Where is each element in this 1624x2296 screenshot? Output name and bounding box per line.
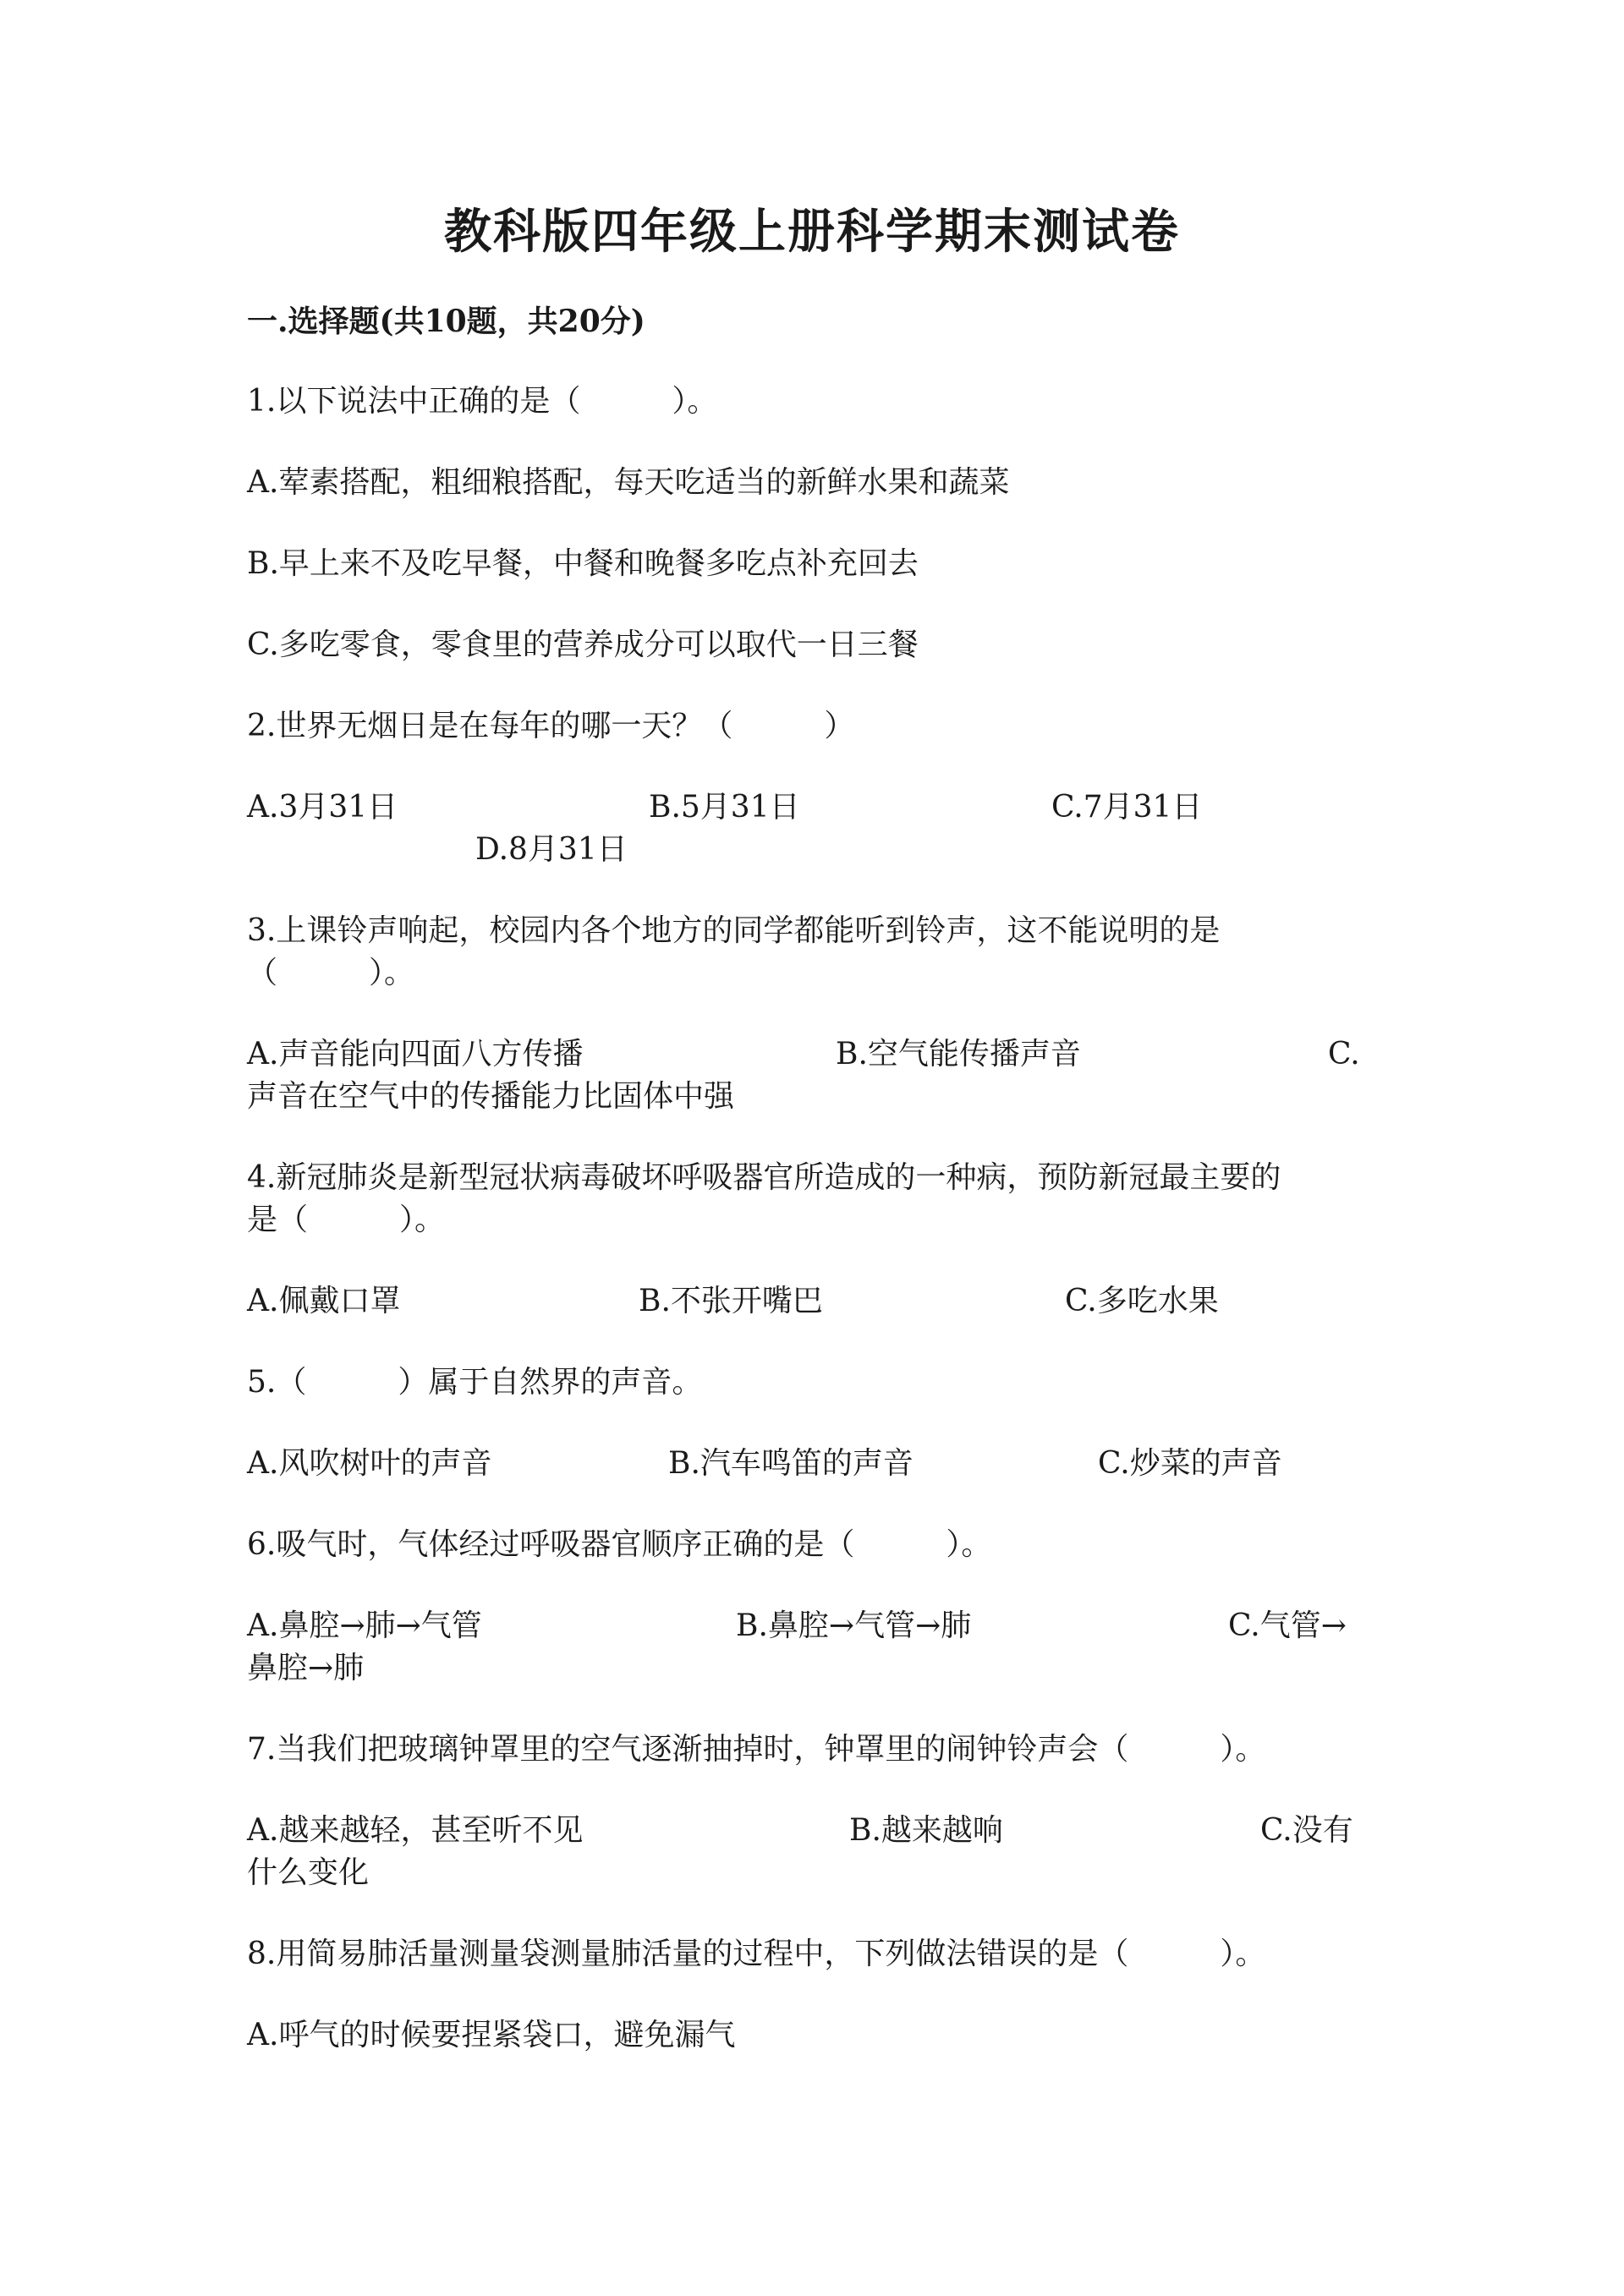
question-3-option-c-label: C. [1328, 1037, 1360, 1071]
question-3-option-a: A.声音能向四面八方传播 [247, 1037, 584, 1071]
question-4-option-c: C.多吃水果 [1065, 1284, 1219, 1318]
question-6-option-c-start: C.气管→ [1228, 1608, 1347, 1643]
question-7-option-a: A.越来越轻，甚至听不见 [247, 1813, 584, 1848]
question-1-option-b: B.早上来不及吃早餐，中餐和晚餐多吃点补充回去 [247, 546, 919, 581]
section-heading: 一.选择题(共10题，共20分) [247, 304, 645, 339]
question-4-option-a: A.佩戴口罩 [247, 1284, 401, 1318]
question-1-option-c: C.多吃零食，零食里的营养成分可以取代一日三餐 [247, 627, 919, 662]
question-3-option-b: B.空气能传播声音 [836, 1037, 1081, 1071]
question-7-stem: 7.当我们把玻璃钟罩里的空气逐渐抽掉时，钟罩里的闹钟铃声会（ ）。 [247, 1732, 1266, 1767]
page-title: 教科版四年级上册科学期末测试卷 [444, 204, 1180, 260]
question-6-option-b: B.鼻腔→气管→肺 [736, 1608, 972, 1643]
question-2-stem: 2.世界无烟日是在每年的哪一天？（ ） [247, 709, 855, 743]
question-6-option-a: A.鼻腔→肺→气管 [247, 1608, 482, 1643]
question-1-stem: 1.以下说法中正确的是（ ）。 [247, 384, 718, 419]
question-3-stem-line2: （ ）。 [247, 956, 415, 990]
question-4-option-b: B.不张开嘴巴 [639, 1284, 823, 1318]
question-3-option-c-text: 声音在空气中的传播能力比固体中强 [247, 1079, 735, 1114]
question-8-stem: 8.用简易肺活量测量袋测量肺活量的过程中，下列做法错误的是（ ）。 [247, 1937, 1266, 1971]
question-4-stem-line2: 是（ ）。 [247, 1203, 446, 1237]
question-6-option-c-end: 鼻腔→肺 [247, 1651, 365, 1685]
question-5-option-b: B.汽车鸣笛的声音 [668, 1446, 914, 1481]
question-3-stem-line1: 3.上课铃声响起，校园内各个地方的同学都能听到铃声，这不能说明的是 [247, 913, 1221, 948]
question-6-stem: 6.吸气时，气体经过呼吸器官顺序正确的是（ ）。 [247, 1527, 992, 1562]
question-2-option-b: B.5月31日 [649, 790, 800, 825]
question-7-option-b: B.越来越响 [849, 1813, 1003, 1848]
question-7-option-c-end: 什么变化 [247, 1855, 370, 1890]
question-5-stem: 5.（ ）属于自然界的声音。 [247, 1365, 703, 1400]
question-7-option-c-start: C.没有 [1260, 1813, 1353, 1848]
question-5-option-c: C.炒菜的声音 [1098, 1446, 1282, 1481]
question-5-option-a: A.风吹树叶的声音 [247, 1446, 492, 1481]
question-2-option-d: D.8月31日 [475, 832, 628, 867]
question-2-option-a: A.3月31日 [247, 790, 398, 825]
question-1-option-a: A.荤素搭配，粗细粮搭配，每天吃适当的新鲜水果和蔬菜 [247, 465, 1010, 500]
question-8-option-a: A.呼气的时候要捏紧袋口，避免漏气 [247, 2018, 736, 2052]
question-4-stem-line1: 4.新冠肺炎是新型冠状病毒破坏呼吸器官所造成的一种病，预防新冠最主要的 [247, 1160, 1281, 1195]
question-2-option-c: C.7月31日 [1051, 790, 1203, 825]
